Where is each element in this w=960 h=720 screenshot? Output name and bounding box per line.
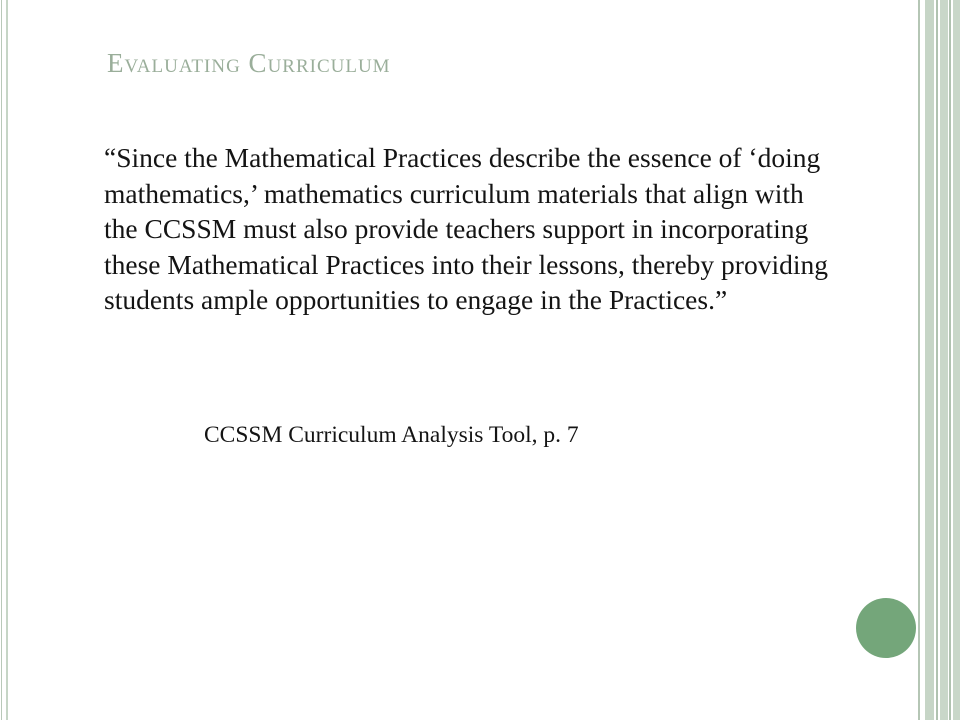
decorative-stripe [936,0,938,720]
left-frame-line [6,0,8,720]
accent-circle [856,598,916,658]
decorative-stripe [940,0,948,720]
decorative-stripe [953,0,960,720]
left-frame-lines [0,0,10,720]
quote-citation: CCSSM Curriculum Analysis Tool, p. 7 [204,422,579,448]
decorative-stripe [925,0,934,720]
left-frame-line [1,0,2,720]
quote-text: “Since the Mathematical Practices describe the essence of ‘doing mathematics,’ mathematics curriculum materials that align with the CCSSM must also provide teachers support in incorporating these Mathematical Practices into their lessons, thereby providing students ample opportunities to engage in the Practices.” [104,142,828,315]
decorative-stripe [949,0,951,720]
right-decorative-stripes [918,0,960,720]
decorative-stripe [918,0,920,720]
slide-title: Evaluating Curriculum [107,48,391,78]
decorative-stripe [922,0,923,720]
